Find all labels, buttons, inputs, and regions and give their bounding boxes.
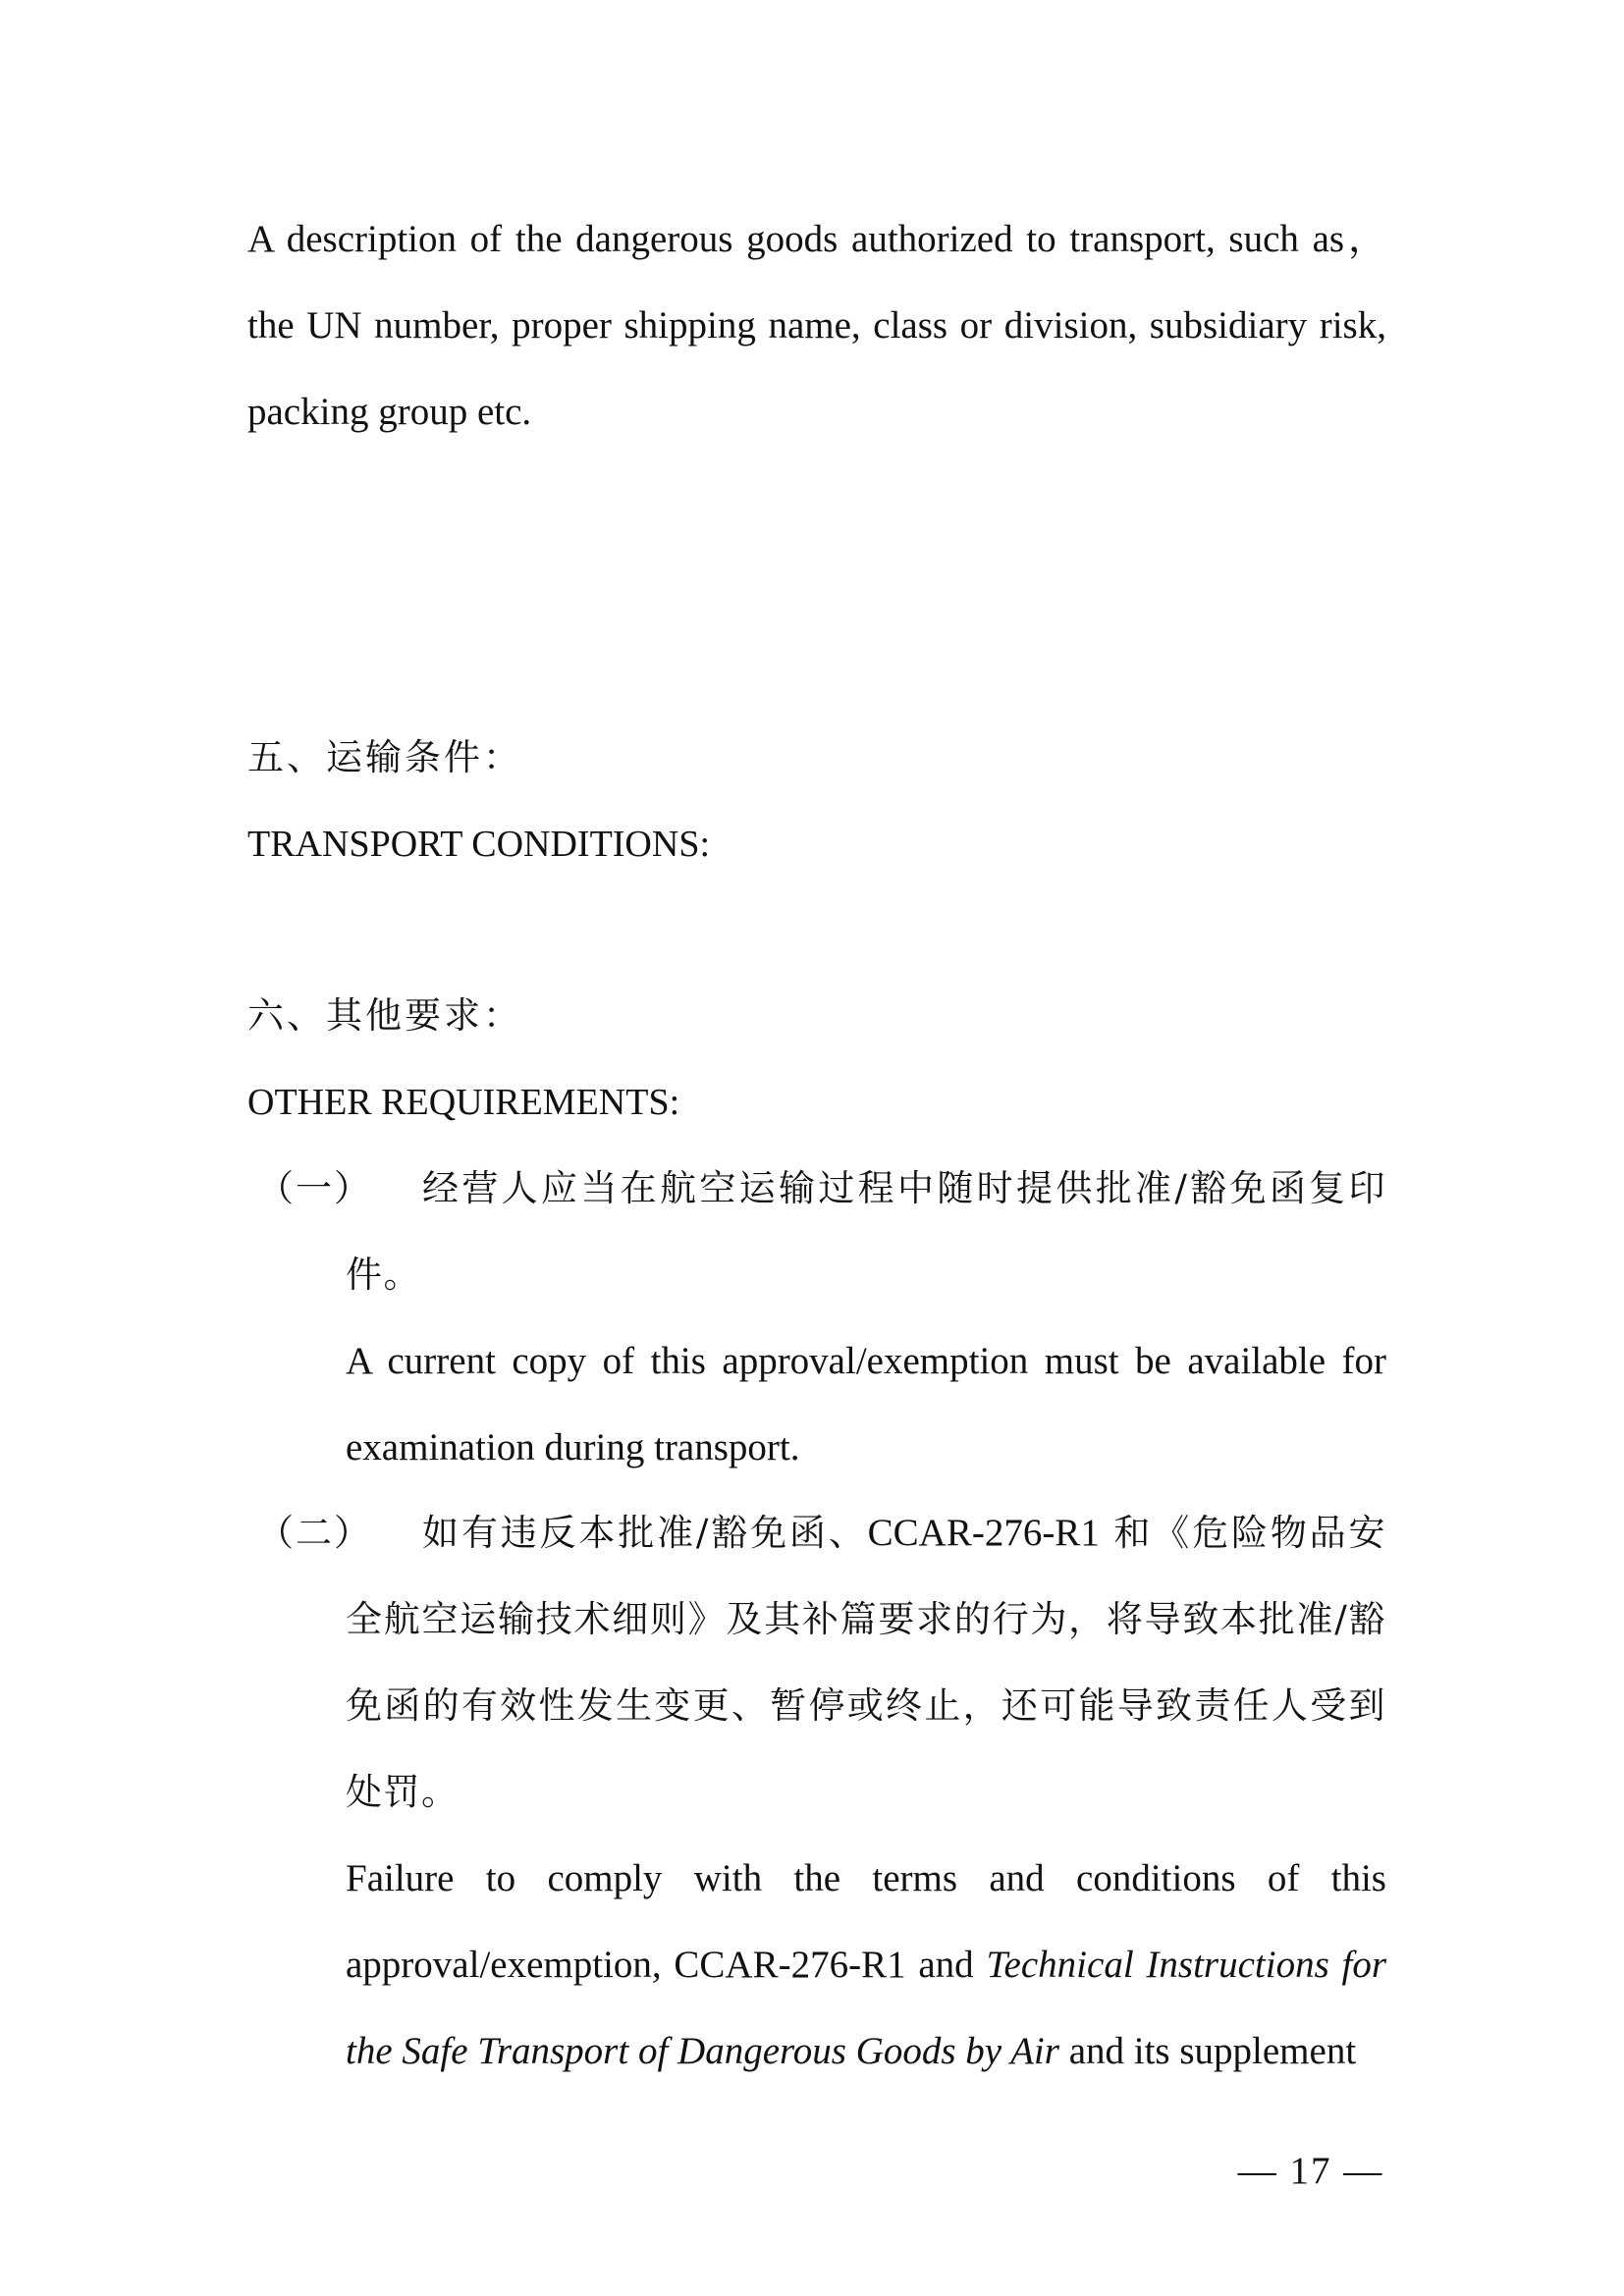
item-2-marker: （二） (257, 1512, 372, 1554)
section-6-heading-cn: 六、其他要求： (247, 994, 522, 1037)
page-number: — 17 — (1237, 2150, 1384, 2192)
item-2-cn-part-2: 和《危险物品安全航空运输技术细则》及其补篇要求的行为，将导致本批准/豁免函的有效性发生变更、暂停或终止，还可能导致责任人受到处罚。 (346, 1512, 1387, 1813)
item-1-marker: （一） (257, 1167, 372, 1209)
item-2-cn-part-1: 如有违反本批准/豁免函、 (422, 1512, 868, 1554)
item-2-text-cn (346, 1490, 1386, 1836)
item-2-cn-regulation-code: CCAR-276-R1 (867, 1512, 1100, 1554)
item-1-text-en: A current copy of this approval/exemption must be available for examination during transport. (346, 1340, 1386, 1468)
section-5-heading-cn: 五、运输条件： (247, 736, 522, 778)
item-2-en-technical-instructions-title: Technical Instructions for the Safe Transport of Dangerous Goods by Air (346, 1944, 1387, 2072)
item-2-en-part-1: Failure to comply with the terms and conditions of this approval/exemption, CCAR-276-R1 and (346, 1857, 1386, 1986)
item-2-en-part-2: and its supplement (1058, 2030, 1357, 2072)
item-1-text-cn: 经营人应当在航空运输过程中随时提供批准/豁免函复印件。 (346, 1167, 1386, 1296)
dangerous-goods-description: A description of the dangerous goods authorized to transport, such as，the UN number, proper shipping name, class or division, subsidiary risk, packing group etc. (247, 218, 1386, 433)
section-5-heading-en: TRANSPORT CONDITIONS: (247, 824, 711, 865)
section-6-heading-en: OTHER REQUIREMENTS: (247, 1082, 680, 1123)
item-2-text-en (346, 1836, 1386, 2095)
